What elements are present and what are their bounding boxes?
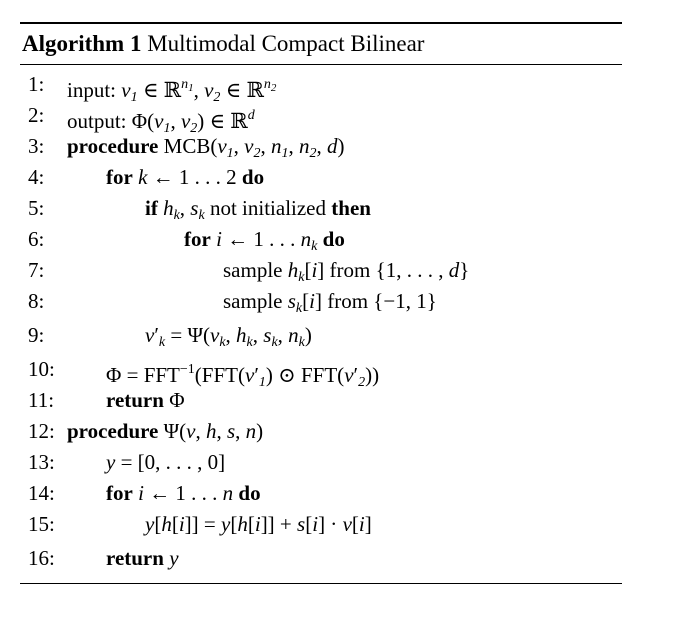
algorithm-line [20, 509, 622, 540]
line-number: 3: [28, 134, 45, 158]
line-number: 10: [28, 357, 55, 381]
line-content: if $h_k$, $s_k$ not initialized then [145, 196, 371, 223]
line-content: $\Phi = FFT^{-1}(FFT(v'_1)$ ⊙ $FFT(v'_2)$) [106, 362, 380, 390]
line-content: output: $\Phi(v_1$, $v_2$) ∈ ℝ$^d$ [67, 108, 255, 136]
line-number: 15: [28, 512, 55, 536]
line-number: 12: [28, 419, 55, 443]
algorithm-line [20, 416, 622, 447]
algorithm-line [20, 131, 622, 162]
line-number: 5: [28, 196, 45, 220]
line-content: procedure $MCB(v_1$, $v_2$, $n_1$, $n_2$, d) [67, 134, 345, 161]
algorithm-label: Algorithm 1 [22, 31, 142, 56]
algorithm-line [20, 69, 622, 105]
algorithm-line [20, 224, 622, 255]
line-number: 9: [28, 323, 45, 347]
line-number: 4: [28, 165, 45, 189]
line-number: 1: [28, 72, 45, 96]
algorithm-line [20, 317, 622, 354]
algorithm-line [20, 447, 622, 478]
algorithm-line [20, 478, 622, 509]
line-content: input: $v_1$ ∈ ℝ$^{n_1}$, $v_2$ ∈ ℝ$^{n_2}$ [67, 77, 277, 105]
algorithm-line [20, 354, 622, 390]
line-number: 14: [28, 481, 55, 505]
algorithm-title: Multimodal Compact Bilinear [147, 31, 425, 56]
algorithm-block [20, 22, 622, 584]
line-content: procedure Ψ(v, h, s, n) [67, 419, 264, 443]
line-number: 6: [28, 227, 45, 251]
line-content: sample $h_k[i]$ from {1, . . . , d} [223, 258, 470, 285]
algorithm-lines [20, 65, 622, 577]
line-content: for k ← 1 . . . 2 do [106, 165, 265, 189]
algorithm-line [20, 385, 622, 416]
algorithm-line [20, 540, 622, 577]
line-content: for i ← 1 . . . $n_k$ do [184, 227, 345, 254]
line-content: return y [106, 546, 179, 570]
line-number: 2: [28, 103, 45, 127]
line-number: 7: [28, 258, 45, 282]
line-content: y[h[i]] = y[h[i]] + s[i] · v[i] [145, 512, 372, 536]
algorithm-line [20, 193, 622, 224]
line-content: y = [0, . . . , 0] [106, 450, 226, 474]
line-number: 8: [28, 289, 45, 313]
line-content: return Φ [106, 388, 185, 412]
line-content: for i ← 1 . . . n do [106, 481, 261, 505]
algorithm-line [20, 100, 622, 136]
bottom-rule [20, 583, 622, 584]
algorithm-line [20, 255, 622, 286]
line-number: 11: [28, 388, 55, 412]
algorithm-line [20, 162, 622, 193]
line-content: sample $s_k[i]$ from {−1, 1} [223, 289, 437, 316]
line-content: $v'_k = \Psi(v_k$, $h_k$, $s_k$, $n_k$) [145, 323, 312, 350]
line-number: 13: [28, 450, 55, 474]
algorithm-line [20, 286, 622, 317]
algorithm-caption [20, 24, 622, 64]
line-number: 16: [28, 546, 55, 570]
